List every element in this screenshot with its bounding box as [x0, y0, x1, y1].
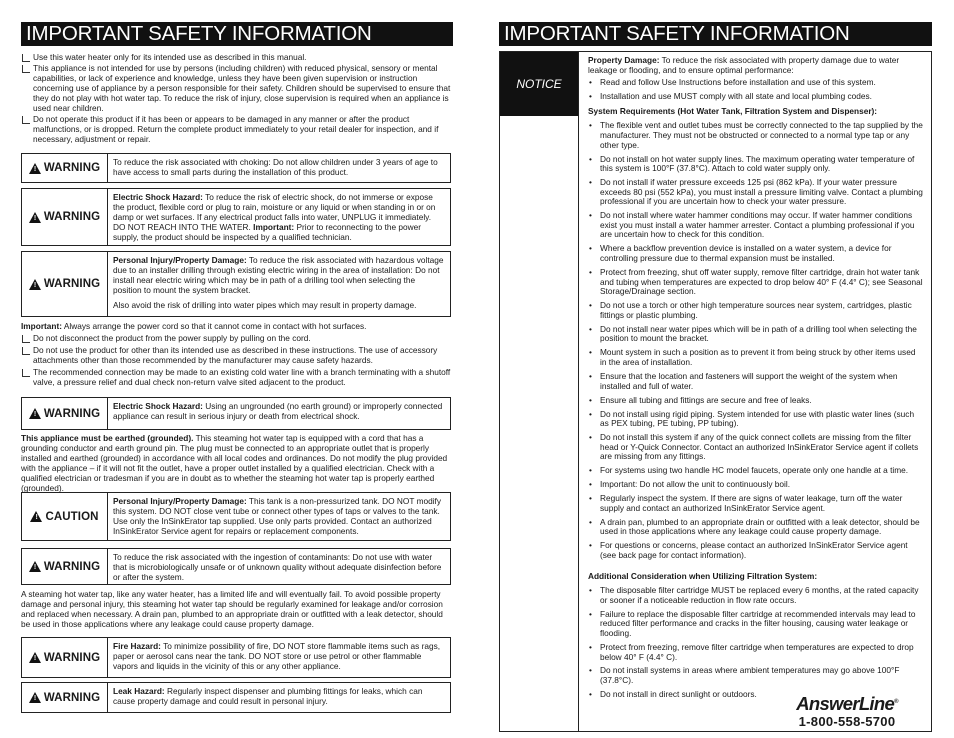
bullet-list-requirements: [588, 121, 924, 560]
warning-signal: ! WARNING: [22, 154, 108, 182]
bullet-item: • Ensure all tubing and fittings are secure and free of leaks.: [588, 396, 924, 406]
bullet-item: • Do not install on hot water supply lines. The maximum operating water temperature of this system is 100°F (37.8°C). Attach to cold water supply only.: [588, 155, 924, 174]
notice-label: NOTICE: [500, 52, 578, 116]
bullet-item: • Do not install using rigid piping. System intended for use with plastic water lines (such as PEX tubing, PE tubing, PP tubing).: [588, 410, 924, 429]
checkbox-mark-icon: [22, 116, 30, 124]
bullet-list-general: [588, 78, 924, 102]
bullet-item: • Read and follow Use Instructions before installation and use of this system.: [588, 78, 924, 88]
checkbox-mark-icon: [22, 369, 30, 377]
warning-text: Electric Shock Hazard: Using an ungrounded (no earth ground) or improperly connected appliance can result in serious injury or death from electrical shock.: [113, 401, 443, 422]
warning-text: Electric Shock Hazard: To reduce the risk of electric shock, do not immerse or expose the product, flexible cord or plug to rain, moisture or any liquid or when standing in or on damp or wet surfaces. If any electrical product falls into water, UNPLUG it immediately. DO NOT REACH INTO THE WATER. Important: Prior to reconnecting to the power supply, the product should be inspected by a qualified technician.: [113, 192, 436, 243]
bullet-item: • Installation and use MUST comply with all state and local plumbing codes.: [588, 92, 924, 102]
warning-box-personal-injury: [21, 251, 451, 317]
caution-box-pressure: [21, 492, 451, 541]
warning-text: Fire Hazard: To minimize possibility of fire, DO NOT store flammable items such as rags, paper or aerosol cans near the tank. DO NOT store or use petrol or other flammable vapors and liquids in the vicinity of this or any other appliance.: [113, 641, 441, 672]
bullet-item: • The flexible vent and outlet tubes must be correctly connected to the tap supplied by the manufacturer. They must not be obstructed or connected to a normal type tap or any other type.: [588, 121, 924, 150]
mid-item: Do not use the product for other than its intended use as described in these instructions. The use of accessory attachments other than those recommended by the manufacturer may cause safety hazards.: [21, 345, 453, 365]
system-requirements-heading: System Requirements (Hot Water Tank, Filtration System and Dispenser):: [588, 105, 878, 116]
notice-divider: [578, 52, 579, 731]
warning-signal: ! WARNING: [22, 398, 108, 429]
page-title-left: IMPORTANT SAFETY INFORMATION: [21, 22, 453, 46]
bullet-item: • The disposable filter cartridge MUST be replaced every 6 months, at the rated capacity or sooner if a noticeable reduction in flow rate occurs.: [588, 586, 924, 605]
bullet-item: • Protect from freezing, remove filter cartridge when temperatures are expected to drop below 40° F (4.4° C).: [588, 643, 924, 662]
bullet-item: • Do not install near water pipes which will be in path of a drilling tool when selecting the position to mount the bracket.: [588, 325, 924, 344]
warning-triangle-icon: !: [29, 692, 41, 703]
logo-phone: 1-800-558-5700: [798, 714, 896, 730]
warning-signal: ! WARNING: [22, 252, 108, 316]
bullet-list-filtration: [588, 586, 924, 700]
caution-signal: ! CAUTION: [22, 493, 108, 540]
page-title-right: IMPORTANT SAFETY INFORMATION: [499, 22, 932, 46]
warning-box-fire: [21, 637, 451, 678]
bullet-item: • Failure to replace the disposable filter cartridge at recommended intervals may lead to reduced filter performance and cracks in the filter housing, causing water leakage or flooding.: [588, 610, 924, 639]
warning-triangle-icon: !: [29, 408, 41, 419]
warning-triangle-icon: !: [29, 279, 41, 290]
bullet-item: • Do not install where water hammer conditions may occur. If water hammer conditions exist you must install a water hammer arrester. Contact a plumbing professional if you are uncertain how to check for this condition.: [588, 211, 924, 240]
bullet-item: • Do not use a torch or other high temperature sources near system, cartridges, plastic fittings or plastic plumbing.: [588, 301, 924, 320]
warning-signal: ! WARNING: [22, 638, 108, 677]
bullet-item: • Do not install if water pressure exceeds 125 psi (862 kPa). If your water pressure exceeds 80 psi (552 kPa), you must install a pressure limiting valve. Contact a plumbing professional if you are uncertain how to check your water pressure.: [588, 178, 924, 207]
left-column: [21, 22, 453, 707]
answerline-logo: [782, 692, 912, 730]
caution-triangle-icon: !: [30, 511, 42, 522]
warning-text: To reduce the risk associated with choking: Do not allow children under 3 years of age to have access to small parts during the installation of this product.: [113, 157, 438, 178]
intro-item: This appliance is not intended for use by persons (including children) with reduced physical, sensory or mental capabilities, or lack of experience and knowledge, unless they have been given supervision or instruction concerning use of appliance by a person responsible for their safety. Children should be supervised to ensure that they do not play with hot water tap. To reduce the risk of injury, close supervision is required when an appliance is used near children.: [21, 63, 453, 113]
bullet-item: • Do not install this system if any of the quick connect collets are missing from the filter head or Y-Quick Connector. Contact an authorized InSinkErator Service agent if collets are missing from any fittings.: [588, 433, 924, 462]
property-damage-intro: Property Damage: To reduce the risk associated with property damage due to water leakage or flooding, and to ensure optimal performance:: [588, 55, 900, 75]
bullet-item: • Do not install in direct sunlight or outdoors.: [588, 690, 924, 700]
checkbox-mark-icon: [22, 65, 30, 73]
warning-box-leak: [21, 682, 451, 713]
right-column: [499, 22, 932, 700]
mid-item: The recommended connection may be made to an existing cold water line with a branch terminating with a shutoff valve, a pressure relief and dual check non-return valve sited adjacent to the product.: [21, 367, 453, 387]
notice-box: [499, 51, 932, 732]
intro-item: Use this water heater only for its intended use as described in this manual.: [21, 52, 453, 62]
warning-box-choking: [21, 153, 451, 183]
warning-box-grounding: [21, 397, 451, 430]
bullet-item: • Protect from freezing, shut off water supply, remove filter cartridge, drain hot water tank and tubing when temperatures are expected to drop below 40° F (4.4° C); see Seasonal Storage/Drainage section.: [588, 268, 924, 297]
intro-list: [21, 52, 453, 144]
warning-box-contaminants: [21, 548, 451, 585]
warning-triangle-icon: !: [29, 163, 41, 174]
mid-item: Do not disconnect the product from the power supply by pulling on the cord.: [21, 333, 453, 343]
warning-triangle-icon: !: [29, 652, 41, 663]
intro-item: Do not operate this product if it has been or appears to be damaged in any manner or after the product malfunctions, or is dropped. Return the complete product immediately to your retail dealer for inspection, and if necessary, adjustment or repair.: [21, 114, 453, 144]
warning-triangle-icon: !: [29, 561, 41, 572]
caution-text: Personal Injury/Property Damage: This tank is a non-pressurized tank. DO NOT modify this system. DO NOT close vent tube or connect other types of taps or valves to the tank. Use only the InSinkErator tap supplied. Use only parts provided. Contact an authorized InSinkErator Service agent for repairs or replacement components.: [113, 496, 442, 537]
warning-signal: ! WARNING: [22, 683, 108, 712]
logo-brand: AnswerLine®: [796, 693, 898, 715]
filtration-heading: Additional Consideration when Utilizing Filtration System:: [588, 570, 818, 581]
important-note: Important: Always arrange the power cord so that it cannot come in contact with hot surfaces.: [21, 321, 367, 331]
bullet-item: • Important: Do not allow the unit to continuously boil.: [588, 480, 924, 490]
bullet-item: • A drain pan, plumbed to an appropriate drain or outfitted with a leak detector, should be used in those applications where any leakage could cause property damage.: [588, 518, 924, 537]
notice-content: [588, 56, 924, 704]
earthing-paragraph: This appliance must be earthed (grounded). This steaming hot water tap is equipped with a cord that has a grounding conductor and earth ground pin. The plug must be connected to an appropriate outlet that is properly installed and earthed (grounded) in accordance with all local codes and ordinances. Do not modify the plug provided with the appliance – if it will not fit the outlet, have a proper outlet installed by a qualified electrician. Check with a qualified electrician or tradesman if you are in doubt as to whether the steaming hot water tap is properly earthed (grounded).: [21, 433, 448, 494]
bullet-item: • Where a backflow prevention device is installed on a water system, a device for controlling pressure due to thermal expansion must be installed.: [588, 244, 924, 263]
aging-paragraph: A steaming hot water tap, like any water heater, has a limited life and will eventually fail. To avoid possible property damage and personal injury, this steaming hot water tap should be regularly examined for leakage and/or corrosion and replaced when necessary. A drain pan, plumbed to an appropriate drain or outfitted with a leak detector, should be used in those applications where any leakage could cause property damage.: [21, 589, 443, 630]
bullet-item: • Ensure that the location and fasteners will support the weight of the system when installed and full of water.: [588, 372, 924, 391]
important-block: [21, 321, 453, 387]
warning-text: Leak Hazard: Regularly inspect dispenser and plumbing fittings for leaks, which can cause property damage and could result in personal injury.: [113, 686, 423, 707]
bullet-item: • For questions or concerns, please contact an authorized InSinkErator Service agent (see back page for contact information).: [588, 541, 924, 560]
bullet-item: • For systems using two handle HC model faucets, operate only one handle at a time.: [588, 466, 924, 476]
bullet-item: • Regularly inspect the system. If there are signs of water leakage, turn off the water supply and contact an authorized InSinkErator Service agent.: [588, 494, 924, 513]
checkbox-mark-icon: [22, 347, 30, 355]
checkbox-mark-icon: [22, 54, 30, 62]
bullet-item: • Mount system in such a position as to prevent it from being struck by other items used in the area of installation.: [588, 348, 924, 367]
bullet-item: • Do not install systems in areas where ambient temperatures may go above 100°F (37.8°C).: [588, 666, 924, 685]
warning-text: Personal Injury/Property Damage: To reduce the risk associated with hazardous voltage due to an installer drilling through existing electric wiring in the area of installation: Do not install near electric wiring which may be in path of a drilling tool when selecting the position to mount the system bracket. Also avoid the risk of drilling into water pipes which may result in property damage.: [113, 255, 444, 311]
warning-triangle-icon: !: [29, 212, 41, 223]
warning-text: To reduce the risk associated with the ingestion of contaminants: Do not use with water that is microbiologically unsafe or of unknown quality without adequate disinfection before or after the system.: [113, 552, 442, 583]
warning-signal: ! WARNING: [22, 189, 108, 245]
warning-signal: ! WARNING: [22, 549, 108, 584]
warning-box-electric-shock: [21, 188, 451, 246]
checkbox-mark-icon: [22, 335, 30, 343]
